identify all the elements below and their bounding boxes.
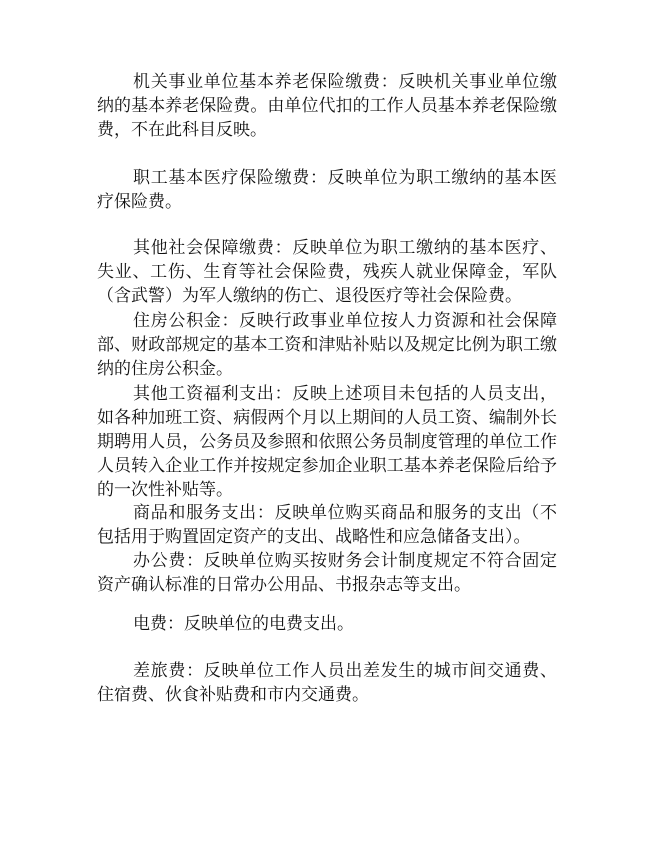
paragraph-other-social-security: 其他社会保障缴费：反映单位为职工缴纳的基本医疗、失业、工伤、生育等社会保险费，残疾人就业保障金，军队（含武警）为军人缴纳的伤亡、退役医疗等社会保险费。 [97, 238, 557, 306]
paragraph-electricity: 电费：反映单位的电费支出。 [133, 614, 354, 634]
paragraph-other-welfare: 其他工资福利支出：反映上述项目未包括的人员支出，如各种加班工资、病假两个月以上期间的人员工资、编制外长期聘用人员，公务员及参照和依照公务员制度管理的单位工作人员转入企业工作并按规定参加企业职工基本养老保险后给予的一次性补贴等。 [97, 384, 557, 500]
paragraph-office-expenses: 办公费：反映单位购买按财务会计制度规定不符合固定资产确认标准的日常办公用品、书报杂志等支出。 [97, 551, 557, 595]
paragraph-housing-fund: 住房公积金：反映行政事业单位按人力资源和社会保障部、财政部规定的基本工资和津贴补贴以及规定比例为职工缴纳的住房公积金。 [97, 311, 557, 379]
paragraph-goods-services: 商品和服务支出：反映单位购买商品和服务的支出（不包括用于购置固定资产的支出、战略性和应急储备支出）。 [97, 503, 557, 547]
paragraph-medical-insurance: 职工基本医疗保险缴费：反映单位为职工缴纳的基本医疗保险费。 [97, 168, 557, 212]
paragraph-travel-expenses: 差旅费：反映单位工作人员出差发生的城市间交通费、住宿费、伙食补贴费和市内交通费。 [97, 661, 557, 705]
paragraph-pension-insurance: 机关事业单位基本养老保险缴费：反映机关事业单位缴纳的基本养老保险费。由单位代扣的工作人员基本养老保险缴费，不在此科目反映。 [97, 72, 557, 140]
